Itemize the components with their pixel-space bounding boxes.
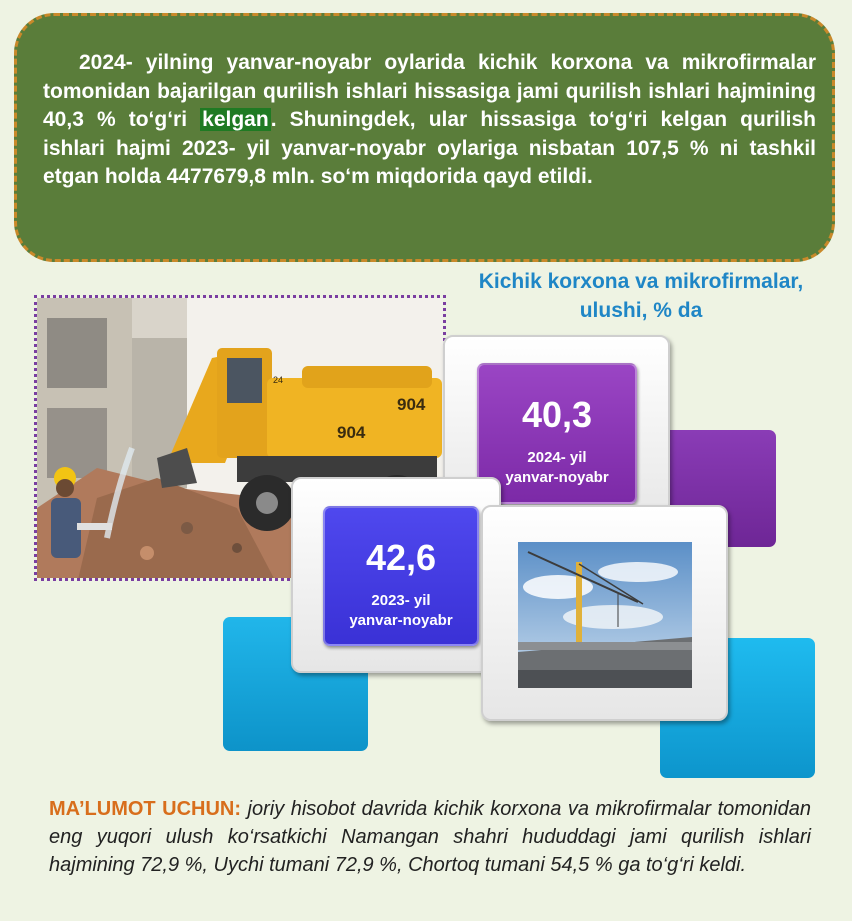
info-text: joriy hisobot davrida kichik korxona va mikrofirmalar tomonidan eng yuqori ulush ko‘rsatkichi Namangan shahri hududdagi jami qurilish ishlari hajmining 72,9 %, Uychi tumani 72,9 %, Chortoq tumani 54,5 % ga to‘g‘ri keldi. xyxy=(49,798,811,876)
excavator-label-right: 904 xyxy=(397,395,426,414)
share-title-line1: Kichik korxona va mikrofirmalar, xyxy=(478,270,804,293)
info-label: MA’LUMOT UCHUN: xyxy=(49,798,242,820)
stat-2023-year: 2023- yil xyxy=(371,592,431,609)
cab-number: 24 xyxy=(273,375,284,385)
share-title xyxy=(430,267,852,325)
share-title-line2: ulushi, % da xyxy=(579,299,703,322)
stat-2024-year: 2024- yil xyxy=(527,449,587,466)
info-note xyxy=(49,795,811,879)
crane-photo xyxy=(518,542,692,688)
stat-2024 xyxy=(477,363,637,504)
stat-2023 xyxy=(323,506,479,646)
excavator-label-left: 904 xyxy=(337,423,366,442)
intro-text-end: . Shuningdek, ular hissasiga to‘g‘ri kelgan qurilish ishlari hajmi 2023- yil yanvar-noyabr oylariga nisbatan 107,5 % ni tashkil etgan holda 4477679,8 mln. so‘m miqdorida qayd etildi. xyxy=(43,108,817,188)
stat-2023-period xyxy=(325,591,477,631)
intro-highlighted-word: kelgan xyxy=(202,108,269,131)
stat-2024-value: 40,3 xyxy=(521,394,593,435)
stat-2023-months: yanvar-noyabr xyxy=(349,612,453,629)
stat-2024-period xyxy=(479,448,635,488)
stat-2023-value: 42,6 xyxy=(365,537,437,578)
intro-text-start: 2024- yilning yanvar-noyabr oylarida kichik korxona va mikrofirmalar tomonidan bajarilgan qurilish ishlari hissasiga jami qurilish ishlari hajmining 40,3 % to‘g‘ri xyxy=(43,51,816,131)
intro-panel xyxy=(14,13,835,262)
stat-2024-months: yanvar-noyabr xyxy=(505,469,609,486)
